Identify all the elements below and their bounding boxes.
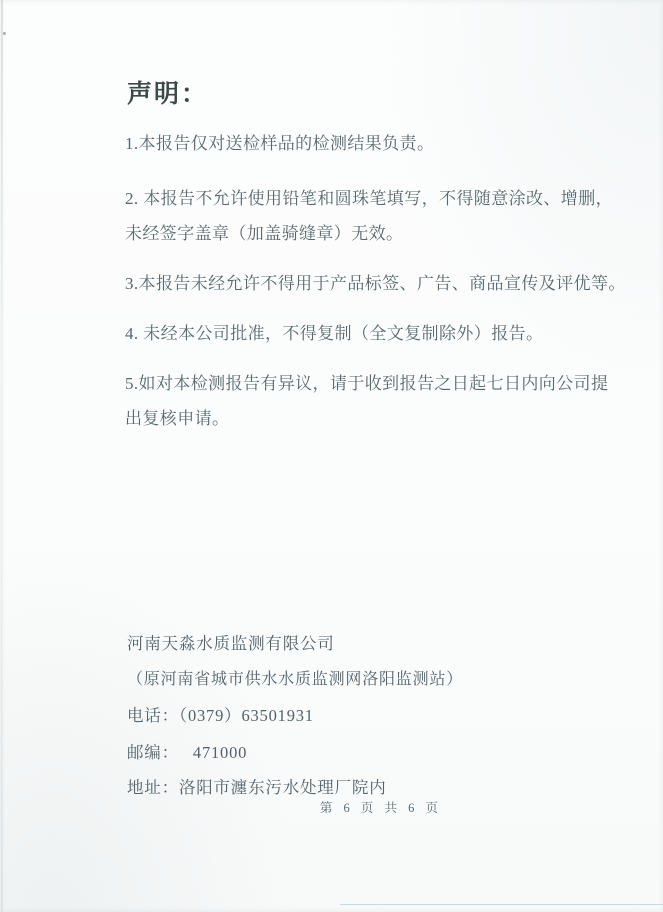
statement-item-3 [125, 266, 637, 301]
statement-item-4 [125, 316, 637, 351]
statement-item-2 [125, 181, 637, 251]
address-line [127, 776, 387, 800]
address-value: 洛阳市瀍东污水处理厂院内 [178, 778, 387, 797]
scan-speck-artifact [3, 32, 6, 35]
address-label: 地址： [127, 778, 179, 797]
phone-label: 电话： [127, 706, 179, 725]
phone-line [127, 704, 314, 728]
statement-line: 出复核申请。 [125, 409, 230, 428]
page-number: 第 6 页 共 6 页 [319, 801, 443, 815]
postcode-value: 471000 [192, 743, 248, 762]
page-title: 声明： [127, 81, 209, 108]
scan-line-artifact [340, 904, 663, 905]
phone-value: （0379）63501931 [178, 706, 314, 725]
postcode-label: 邮编： [127, 743, 179, 762]
company-former-name: （原河南省城市供水水质监测网洛阳监测站） [127, 671, 464, 688]
postcode-line [127, 741, 247, 765]
statement-line: 3.本报告未经允许不得用于产品标签、广告、商品宣传及评优等。 [125, 274, 626, 293]
company-name: 河南天淼水质监测有限公司 [127, 634, 335, 653]
statement-line: 2. 本报告不允许使用铅笔和圆珠笔填写，不得随意涂改、增删， [125, 189, 613, 208]
statement-line: 未经签字盖章（加盖骑缝章）无效。 [125, 224, 404, 243]
statement-line: 1.本报告仅对送检样品的检测结果负责。 [125, 134, 435, 153]
statement-line: 5.如对本检测报告有异议，请于收到报告之日起七日内向公司提 [125, 374, 609, 393]
statement-item-5 [125, 366, 637, 436]
statement-line: 4. 未经本公司批准，不得复制（全文复制除外）报告。 [125, 324, 544, 343]
scan-edge-artifact [1, 0, 3, 912]
statement-item-1 [125, 126, 637, 161]
